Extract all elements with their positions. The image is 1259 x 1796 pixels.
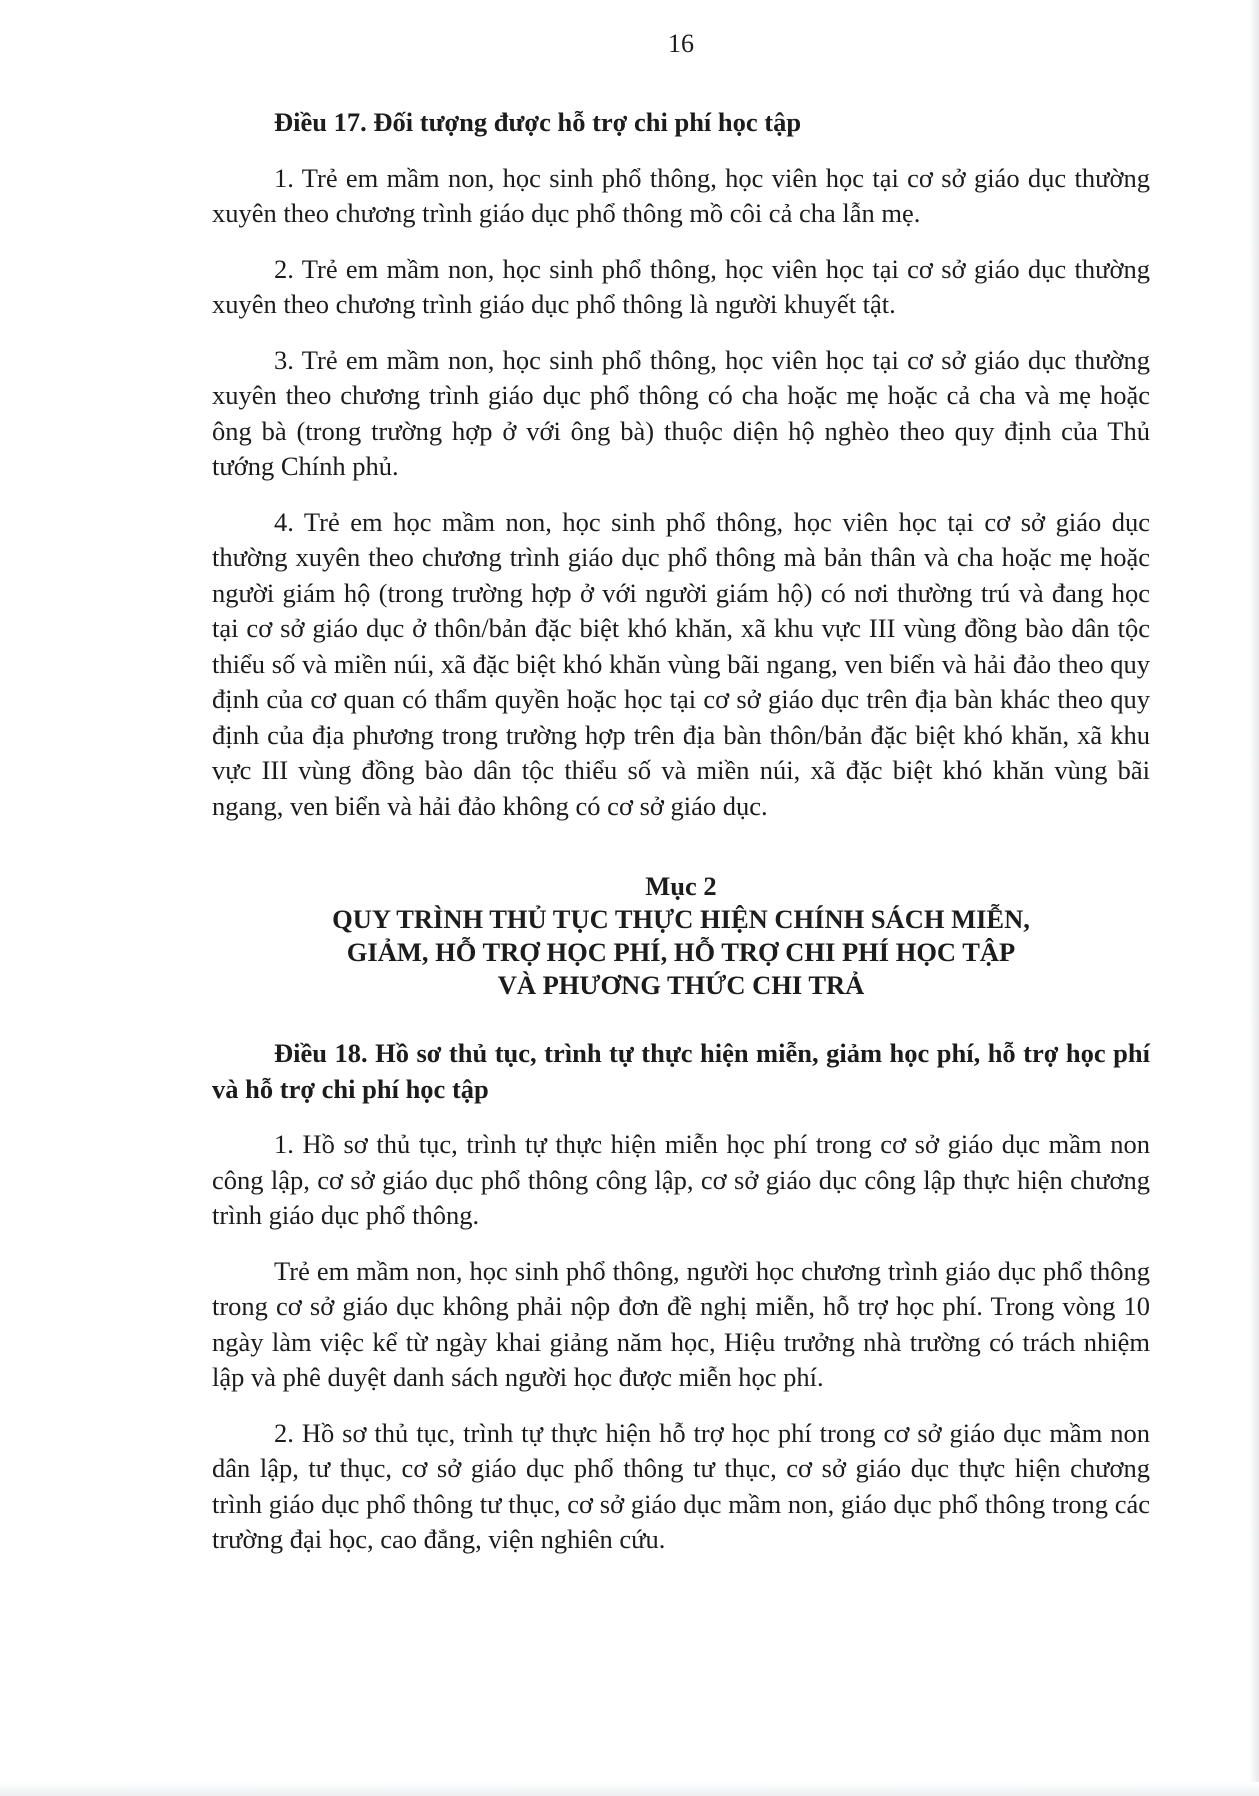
article-18-title: Điều 18. Hồ sơ thủ tục, trình tự thực hiện miễn, giảm học phí, hỗ trợ học phí và hỗ trợ chi phí học tập (212, 1038, 1150, 1104)
section-2-title-line-2: GIẢM, HỖ TRỢ HỌC PHÍ, HỖ TRỢ CHI PHÍ HỌC TẬP (346, 937, 1016, 967)
article-17-item-4: 4. Trẻ em học mầm non, học sinh phổ thông, học viên học tại cơ sở giáo dục thường xuyên theo chương trình giáo dục phổ thông mà bản thân và cha hoặc mẹ hoặc người giám hộ (trong trường hợp ở với người giám hộ) có nơi thường trú và đang học tại cơ sở giáo dục ở thôn/bản đặc biệt khó khăn, xã khu vực III vùng đồng bào dân tộc thiểu số và miền núi, xã đặc biệt khó khăn vùng bãi ngang, ven biển và hải đảo theo quy định của cơ quan có thẩm quyền hoặc học tại cơ sở giáo dục trên địa bàn khác theo quy định của địa phương trong trường hợp trên địa bàn thôn/bản đặc biệt khó khăn, xã khu vực III vùng đồng bào dân tộc thiểu số và miền núi, xã đặc biệt khó khăn vùng bãi ngang, ven biển và hải đảo không có cơ sở giáo dục. (212, 506, 1150, 821)
section-2-label: Mục 2 (645, 871, 717, 901)
page-bottom-shadow (0, 1782, 1259, 1796)
article-17-item-1: 1. Trẻ em mầm non, học sinh phổ thông, học viên học tại cơ sở giáo dục thường xuyên theo chương trình giáo dục phổ thông mồ côi cả cha lẫn mẹ. (212, 162, 1150, 228)
article-17-item-2: 2. Trẻ em mầm non, học sinh phổ thông, học viên học tại cơ sở giáo dục thường xuyên theo chương trình giáo dục phổ thông là người khuyết tật. (212, 253, 1150, 319)
page-content (212, 28, 1150, 1578)
article-17-title: Điều 17. Đối tượng được hỗ trợ chi phí học tập (274, 107, 802, 137)
article-17-item-3: 3. Trẻ em mầm non, học sinh phổ thông, học viên học tại cơ sở giáo dục thường xuyên theo chương trình giáo dục phổ thông có cha hoặc mẹ hoặc cả cha và mẹ hoặc ông bà (trong trường hợp ở với ông bà) thuộc diện hộ nghèo theo quy định của Thủ tướng Chính phủ. (212, 344, 1150, 481)
article-18-paragraph-1: 1. Hồ sơ thủ tục, trình tự thực hiện miễn học phí trong cơ sở giáo dục mầm non công lập, cơ sở giáo dục phổ thông công lập, cơ sở giáo dục công lập thực hiện chương trình giáo dục phổ thông. (212, 1129, 1150, 1230)
section-2-title-line-3: VÀ PHƯƠNG THỨC CHI TRẢ (497, 970, 865, 1000)
article-18-paragraph-2: Trẻ em mầm non, học sinh phổ thông, người học chương trình giáo dục phổ thông trong cơ sở giáo dục không phải nộp đơn đề nghị miễn, hỗ trợ học phí. Trong vòng 10 ngày làm việc kể từ ngày khai giảng năm học, Hiệu trưởng nhà trường có trách nhiệm lập và phê duyệt danh sách người học được miễn học phí. (212, 1255, 1150, 1392)
page-edge-shadow (1249, 0, 1259, 1796)
article-18-paragraph-3: 2. Hồ sơ thủ tục, trình tự thực hiện hỗ trợ học phí trong cơ sở giáo dục mầm non dân lập, tư thục, cơ sở giáo dục phổ thông tư thục, cơ sở giáo dục thực hiện chương trình giáo dục phổ thông tư thục, cơ sở giáo dục mầm non, giáo dục phổ thông trong các trường đại học, cao đẳng, viện nghiên cứu. (212, 1417, 1150, 1554)
section-2-heading (212, 870, 1150, 1002)
section-2-title-line-1: QUY TRÌNH THỦ TỤC THỰC HIỆN CHÍNH SÁCH MIỄN, (332, 904, 1030, 934)
page-number: 16 (668, 29, 694, 58)
